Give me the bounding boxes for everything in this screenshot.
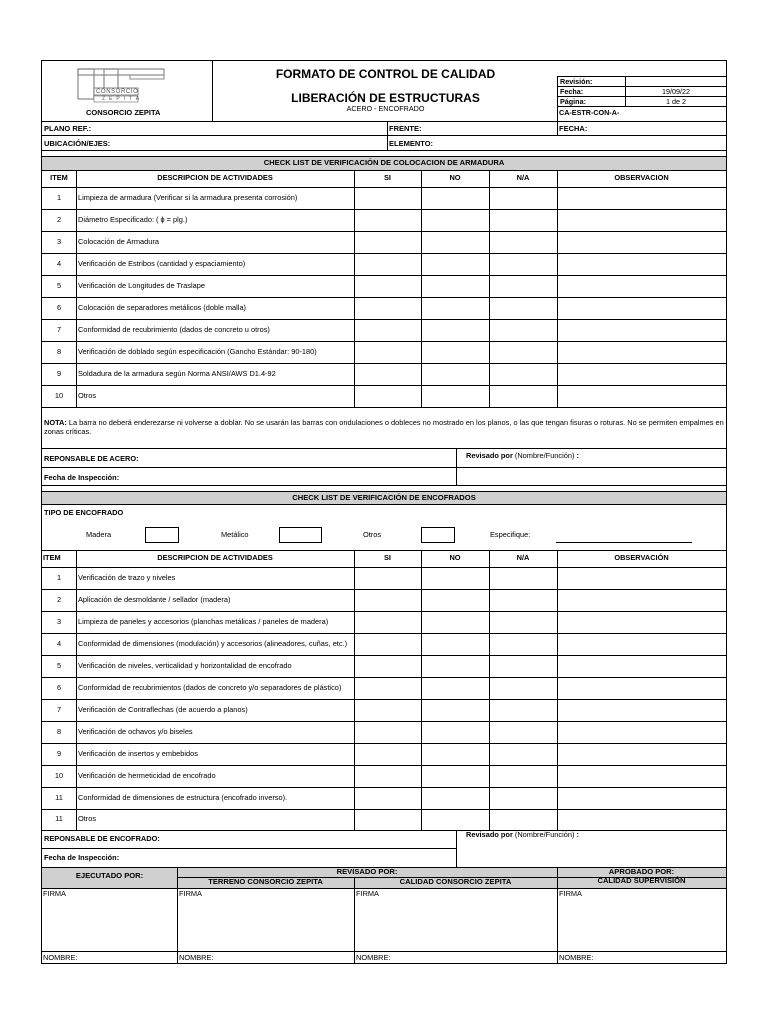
encofrado-no-cell[interactable] [421, 589, 489, 611]
armadura-item-number: 3 [56, 236, 62, 246]
encofrado-col-si: SI [384, 553, 391, 563]
encofrado-revisado-por [466, 831, 579, 838]
encofrado-si-cell[interactable] [354, 611, 421, 633]
encofrado-obs-cell[interactable] [557, 633, 726, 655]
encofrado-si-cell[interactable] [354, 633, 421, 655]
armadura-no-cell[interactable] [421, 187, 489, 209]
armadura-si-cell[interactable] [354, 209, 421, 231]
encofrado-obs-cell[interactable] [557, 567, 726, 589]
armadura-obs-cell[interactable] [557, 275, 726, 297]
encofrado-activity-description: Conformidad de dimensiones (modulación) y accesorios (alineadores, cuñas, etc.) [78, 638, 348, 648]
encofrado-item-number: 3 [56, 616, 62, 626]
encofrado-activity-description: Limpieza de paneles y accesorios (planchas metálicas / paneles de madera) [78, 616, 329, 626]
revision-label: Revisión: [560, 77, 593, 86]
encofrado-obs-cell[interactable] [557, 677, 726, 699]
nombre-label: NOMBRE: [559, 953, 594, 962]
armadura-si-cell[interactable] [354, 253, 421, 275]
armadura-fecha-inspeccion: Fecha de Inspección: [44, 473, 120, 482]
armadura-title: CHECK LIST DE VERIFICACIÓN DE COLOCACION DE ARMADURA [263, 158, 505, 167]
nombre-label: NOMBRE: [356, 953, 391, 962]
encofrado-si-cell[interactable] [354, 809, 421, 830]
firma-label: FIRMA [356, 889, 379, 898]
armadura-item-number: 2 [56, 214, 62, 224]
armadura-activity-description: Verificación de Longitudes de Traslape [78, 280, 205, 290]
armadura-obs-cell[interactable] [557, 297, 726, 319]
responsable-encofrado-label: REPONSABLE DE ENCOFRADO: [44, 834, 160, 843]
armadura-item-number: 6 [56, 302, 62, 312]
armadura-col-obs: OBSERVACION [614, 173, 669, 183]
otros-label: Otros [363, 530, 382, 539]
armadura-item-number: 5 [56, 280, 62, 290]
encofrado-no-cell[interactable] [421, 721, 489, 743]
encofrado-si-cell[interactable] [354, 655, 421, 677]
armadura-col-desc: DESCRIPCION DE ACTIVIDADES [157, 173, 273, 183]
armadura-item-number: 8 [56, 346, 62, 356]
form-code: CA-ESTR-CON-A- [559, 108, 620, 117]
encofrado-na-cell[interactable] [489, 809, 557, 830]
revisado-rest: (Nombre/Función) [512, 451, 577, 460]
armadura-si-cell[interactable] [354, 187, 421, 209]
revisado-bold: Revisado por [466, 451, 513, 460]
armadura-na-cell[interactable] [489, 341, 557, 363]
armadura-na-cell[interactable] [489, 209, 557, 231]
encofrado-na-cell[interactable] [489, 699, 557, 721]
encofrado-col-item: ITEM [43, 553, 61, 563]
encofrado-activity-description: Otros [78, 814, 97, 824]
armadura-obs-cell[interactable] [557, 363, 726, 385]
encofrado-si-cell[interactable] [354, 567, 421, 589]
encofrado-obs-cell[interactable] [557, 699, 726, 721]
form-subsubtitle: ACERO - ENCOFRADO [346, 104, 425, 113]
encofrado-si-cell[interactable] [354, 765, 421, 787]
encofrado-activity-description: Verificación de Contraflechas (de acuerdo a planos) [78, 704, 248, 714]
encofrado-col-desc: DESCRIPCION DE ACTIVIDADES [157, 553, 273, 563]
encofrado-na-cell[interactable] [489, 633, 557, 655]
revisado-colon: : [576, 830, 579, 839]
encofrado-title: CHECK LIST DE VERIFICACIÓN DE ENCOFRADOS [292, 493, 476, 502]
armadura-obs-cell[interactable] [557, 231, 726, 253]
encofrado-si-cell[interactable] [354, 743, 421, 765]
date-label: Fecha: [560, 87, 584, 96]
armadura-na-cell[interactable] [489, 363, 557, 385]
armadura-no-cell[interactable] [421, 319, 489, 341]
armadura-col-item: ITEM [50, 173, 68, 183]
armadura-activity-description: Verificación de Estribos (cantidad y espaciamiento) [78, 258, 246, 268]
armadura-activity-description: Colocación de separadores metálicos (doble malla) [78, 302, 247, 312]
encofrado-obs-cell[interactable] [557, 721, 726, 743]
armadura-no-cell[interactable] [421, 253, 489, 275]
firma-label: FIRMA [559, 889, 582, 898]
armadura-item-number: 7 [56, 324, 62, 334]
armadura-obs-cell[interactable] [557, 253, 726, 275]
armadura-na-cell[interactable] [489, 297, 557, 319]
especifique-input-line[interactable] [556, 542, 692, 543]
responsable-acero-label: REPONSABLE DE ACERO: [44, 454, 139, 463]
armadura-activity-description: Diámetro Especificado: ( ɸ = plg.) [78, 214, 188, 224]
encofrado-activity-description: Conformidad de recubrimientos (dados de concreto y/o separadores de plástico) [78, 682, 342, 692]
nombre-label: NOMBRE: [43, 953, 78, 962]
encofrado-na-cell[interactable] [489, 655, 557, 677]
revisado-bold: Revisado por [466, 830, 513, 839]
form-title: FORMATO DE CONTROL DE CALIDAD [275, 67, 496, 81]
encofrado-col-no: NO [449, 553, 461, 563]
encofrado-no-cell[interactable] [421, 809, 489, 830]
encofrado-no-cell[interactable] [421, 699, 489, 721]
encofrado-no-cell[interactable] [421, 611, 489, 633]
armadura-no-cell[interactable] [421, 363, 489, 385]
encofrado-obs-cell[interactable] [557, 743, 726, 765]
armadura-na-cell[interactable] [489, 231, 557, 253]
encofrado-obs-cell[interactable] [557, 655, 726, 677]
encofrado-item-number: 11 [55, 814, 63, 824]
armadura-obs-cell[interactable] [557, 187, 726, 209]
aprobado-por-label: APROBADO POR: [608, 867, 675, 876]
madera-label: Madera [86, 530, 112, 539]
encofrado-no-cell[interactable] [421, 743, 489, 765]
encofrado-fecha-inspeccion: Fecha de Inspección: [44, 853, 120, 862]
encofrado-activity-description: Verificación de niveles, verticalidad y horizontalidad de encofrado [78, 660, 292, 670]
tipo-encofrado-label: TIPO DE ENCOFRADO [44, 508, 124, 517]
armadura-activity-description: Conformidad de recubrimiento (dados de concreto u otros) [78, 324, 270, 334]
armadura-na-cell[interactable] [489, 385, 557, 407]
armadura-na-cell[interactable] [489, 187, 557, 209]
armadura-activity-description: Verificación de doblado según especificación (Gancho Estándar: 90-180) [78, 346, 317, 356]
encofrado-activity-description: Verificación de ochavos y/o biseles [78, 726, 193, 736]
encofrado-na-cell[interactable] [489, 765, 557, 787]
armadura-no-cell[interactable] [421, 209, 489, 231]
armadura-si-cell[interactable] [354, 231, 421, 253]
especifique-label: Especifique: [490, 530, 531, 539]
encofrado-item-number: 4 [56, 638, 62, 648]
encofrado-col-obs: OBSERVACIÓN [614, 553, 669, 563]
encofrado-item-number: 6 [56, 682, 62, 692]
armadura-item-number: 4 [56, 258, 62, 268]
armadura-obs-cell[interactable] [557, 341, 726, 363]
revisado-rest: (Nombre/Función) [512, 830, 577, 839]
company-logo [74, 67, 170, 105]
note-label: NOTA: [44, 418, 67, 427]
armadura-obs-cell[interactable] [557, 209, 726, 231]
armadura-activity-description: Soldadura de la armadura según Norma ANSI/AWS D1.4-92 [78, 368, 276, 378]
form-subtitle: LIBERACIÓN DE ESTRUCTURAS [291, 91, 480, 105]
armadura-note [44, 419, 726, 436]
armadura-si-cell[interactable] [354, 297, 421, 319]
encofrado-na-cell[interactable] [489, 743, 557, 765]
armadura-obs-cell[interactable] [557, 385, 726, 407]
encofrado-si-cell[interactable] [354, 677, 421, 699]
armadura-si-cell[interactable] [354, 275, 421, 297]
note-text: La barra no deberá enderezarse ni volverse a doblar. No se usarán las barras con ondulaciones o dobleces no mostrado en los planos, o las que tengan fisuras o roturas. No se permiten empalmes en zonas críticas. [44, 418, 724, 436]
encofrado-item-number: 1 [56, 572, 62, 582]
encofrado-obs-cell[interactable] [557, 589, 726, 611]
fecha-label: FECHA: [559, 124, 588, 133]
encofrado-si-cell[interactable] [354, 699, 421, 721]
date-value: 19/09/22 [662, 87, 690, 96]
encofrado-activity-description: Verificación de insertos y embebidos [78, 748, 198, 758]
encofrado-col-na: N/A [516, 553, 530, 563]
metalico-label: Metálico [221, 530, 249, 539]
encofrado-no-cell[interactable] [421, 677, 489, 699]
armadura-no-cell[interactable] [421, 275, 489, 297]
page-label: Página: [560, 97, 586, 106]
ubicacion-label: UBICACIÓN/EJES: [44, 139, 111, 148]
armadura-na-cell[interactable] [489, 275, 557, 297]
terreno-label: TERRENO CONSORCIO ZEPITA [208, 877, 323, 886]
company-name: CONSORCIO ZEPITA [86, 108, 161, 117]
armadura-si-cell[interactable] [354, 363, 421, 385]
firma-label: FIRMA [43, 889, 66, 898]
armadura-item-number: 9 [56, 368, 62, 378]
armadura-col-no: NO [449, 173, 461, 183]
logo-text-top: CONSORCIO [96, 89, 139, 95]
encofrado-no-cell[interactable] [421, 567, 489, 589]
encofrado-na-cell[interactable] [489, 721, 557, 743]
encofrado-obs-cell[interactable] [557, 611, 726, 633]
armadura-si-cell[interactable] [354, 319, 421, 341]
plano-ref-label: PLANO REF.: [44, 124, 92, 133]
armadura-na-cell[interactable] [489, 319, 557, 341]
encofrado-item-number: 5 [56, 660, 62, 670]
armadura-na-cell[interactable] [489, 253, 557, 275]
armadura-item-number: 1 [56, 192, 62, 202]
armadura-no-cell[interactable] [421, 297, 489, 319]
armadura-no-cell[interactable] [421, 385, 489, 407]
armadura-si-cell[interactable] [354, 341, 421, 363]
encofrado-obs-cell[interactable] [557, 765, 726, 787]
firma-label: FIRMA [179, 889, 202, 898]
encofrado-no-cell[interactable] [421, 633, 489, 655]
encofrado-si-cell[interactable] [354, 589, 421, 611]
encofrado-item-number: 7 [56, 704, 62, 714]
revisado-colon: : [576, 451, 579, 460]
armadura-activity-description: Limpieza de armadura (Verificar si la armadura presenta corrosión) [78, 192, 298, 202]
encofrado-item-number: 11 [55, 792, 63, 802]
page-value: 1 de 2 [666, 97, 686, 106]
encofrado-item-number: 2 [56, 594, 62, 604]
armadura-col-si: SI [384, 173, 391, 183]
encofrado-no-cell[interactable] [421, 787, 489, 809]
encofrado-activity-description: Aplicación de desmoldante / sellador (madera) [78, 594, 231, 604]
encofrado-na-cell[interactable] [489, 677, 557, 699]
quality-control-form [41, 60, 727, 964]
encofrado-item-number: 10 [54, 770, 64, 780]
encofrado-na-cell[interactable] [489, 611, 557, 633]
armadura-revisado-por [466, 452, 579, 459]
encofrado-na-cell[interactable] [489, 787, 557, 809]
calidad-label: CALIDAD CONSORCIO ZEPITA [399, 877, 512, 886]
armadura-col-na: N/A [516, 173, 530, 183]
armadura-activity-description: Otros [78, 390, 97, 400]
elemento-label: ELEMENTO: [389, 139, 434, 148]
madera-checkbox[interactable] [145, 527, 179, 543]
encofrado-na-cell[interactable] [489, 567, 557, 589]
armadura-obs-cell[interactable] [557, 319, 726, 341]
metalico-checkbox[interactable] [279, 527, 322, 543]
frente-label: FRENTE: [389, 124, 422, 133]
encofrado-activity-description: Verificación de trazo y niveles [78, 572, 176, 582]
encofrado-obs-cell[interactable] [557, 809, 726, 830]
encofrado-activity-description: Conformidad de dimensiones de estructura (encofrado inverso). [78, 792, 288, 802]
encofrado-no-cell[interactable] [421, 655, 489, 677]
encofrado-item-number: 9 [56, 748, 62, 758]
armadura-activity-description: Colocación de Armadura [78, 236, 159, 246]
logo-text-bottom: ZEPITA [102, 96, 144, 102]
armadura-no-cell[interactable] [421, 341, 489, 363]
armadura-item-number: 10 [54, 390, 64, 400]
otros-checkbox[interactable] [421, 527, 455, 543]
revisado-por-label: REVISADO POR: [336, 867, 398, 876]
encofrado-na-cell[interactable] [489, 589, 557, 611]
encofrado-activity-description: Verificación de hermeticidad de encofrado [78, 770, 216, 780]
nombre-label: NOMBRE: [179, 953, 214, 962]
encofrado-obs-cell[interactable] [557, 787, 726, 809]
encofrado-si-cell[interactable] [354, 721, 421, 743]
encofrado-si-cell[interactable] [354, 787, 421, 809]
encofrado-item-number: 8 [56, 726, 62, 736]
encofrado-no-cell[interactable] [421, 765, 489, 787]
armadura-si-cell[interactable] [354, 385, 421, 407]
supervision-label: CALIDAD SUPERVISIÓN [597, 876, 686, 885]
ejecutado-por-label: EJECUTADO POR: [75, 871, 144, 880]
armadura-no-cell[interactable] [421, 231, 489, 253]
